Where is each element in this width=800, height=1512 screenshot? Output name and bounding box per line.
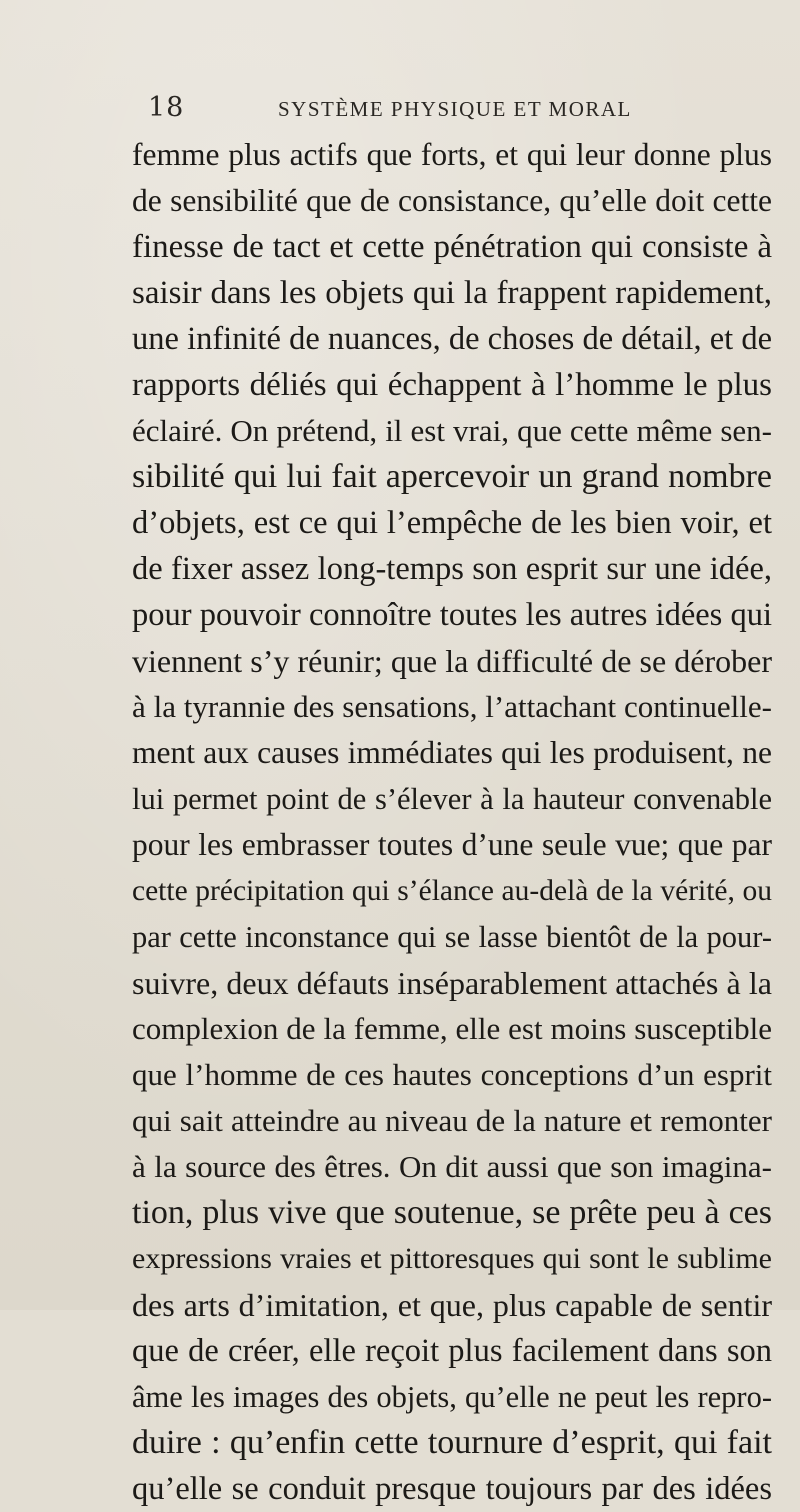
text-line: duire : qu’enfin cette tournure d’esprit, qui fait — [132, 1424, 772, 1461]
text-line: que l’homme de ces hautes conceptions d’un esprit — [132, 1057, 772, 1092]
text-line: saisir dans les objets qui la frappent rapidement, — [132, 275, 772, 311]
text-line: tion, plus vive que soutenue, se prête peu à ces — [132, 1194, 772, 1231]
text-line: sibilité qui lui fait apercevoir un grand nombre — [132, 458, 772, 495]
text-line: éclairé. On prétend, il est vrai, que cette même sen- — [132, 413, 772, 448]
text-line: rapports déliés qui échappent à l’homme le plus — [132, 367, 772, 403]
text-line: lui permet point de s’élever à la hauteur convenable — [132, 782, 772, 816]
text-line: à la source des êtres. On dit aussi que son imagina- — [132, 1149, 772, 1184]
text-line: de sensibilité que de consistance, qu’elle doit cette — [132, 183, 772, 218]
text-line: à la tyrannie des sensations, l’attachant continuelle- — [132, 689, 772, 724]
text-line: expressions vraies et pittoresques qui sont le sublime — [132, 1242, 772, 1275]
text-line: une infinité de nuances, de choses de détail, et de — [132, 321, 772, 357]
body-text — [132, 132, 772, 1512]
text-line: que de créer, elle reçoit plus facilement dans son — [132, 1333, 772, 1369]
text-line: par cette inconstance qui se lasse bientôt de la pour- — [132, 920, 772, 954]
text-line: qui sait atteindre au niveau de la nature et remonter — [132, 1103, 772, 1138]
text-line: âme les images des objets, qu’elle ne peut les repro- — [132, 1380, 772, 1414]
text-line: ment aux causes immédiates qui les produisent, ne — [132, 735, 772, 770]
text-line: de fixer assez long-temps son esprit sur une idée, — [132, 551, 772, 587]
page-number: 18 — [148, 92, 185, 123]
text-line: suivre, deux défauts inséparablement attachés à la — [132, 965, 772, 1001]
page-header — [148, 92, 708, 122]
text-line: viennent s’y réunir; que la difficulté de se dérober — [132, 643, 772, 679]
text-line: des arts d’imitation, et que, plus capable de sentir — [132, 1287, 772, 1323]
text-line: pour les embrasser toutes d’une seule vue; que par — [132, 827, 772, 862]
text-line: qu’elle se conduit presque toujours par des idées — [132, 1471, 772, 1507]
text-line: femme plus actifs que forts, et qui leur donne plus — [132, 137, 772, 172]
text-line: cette précipitation qui s’élance au-delà de la vérité, ou — [132, 875, 772, 907]
running-head: SYSTÈME PHYSIQUE ET MORAL — [278, 97, 632, 121]
text-line: finesse de tact et cette pénétration qui consiste à — [132, 229, 772, 265]
text-line: pour pouvoir connoître toutes les autres idées qui — [132, 597, 772, 633]
text-line: d’objets, est ce qui l’empêche de les bien voir, et — [132, 505, 772, 541]
text-line: complexion de la femme, elle est moins susceptible — [132, 1011, 772, 1046]
